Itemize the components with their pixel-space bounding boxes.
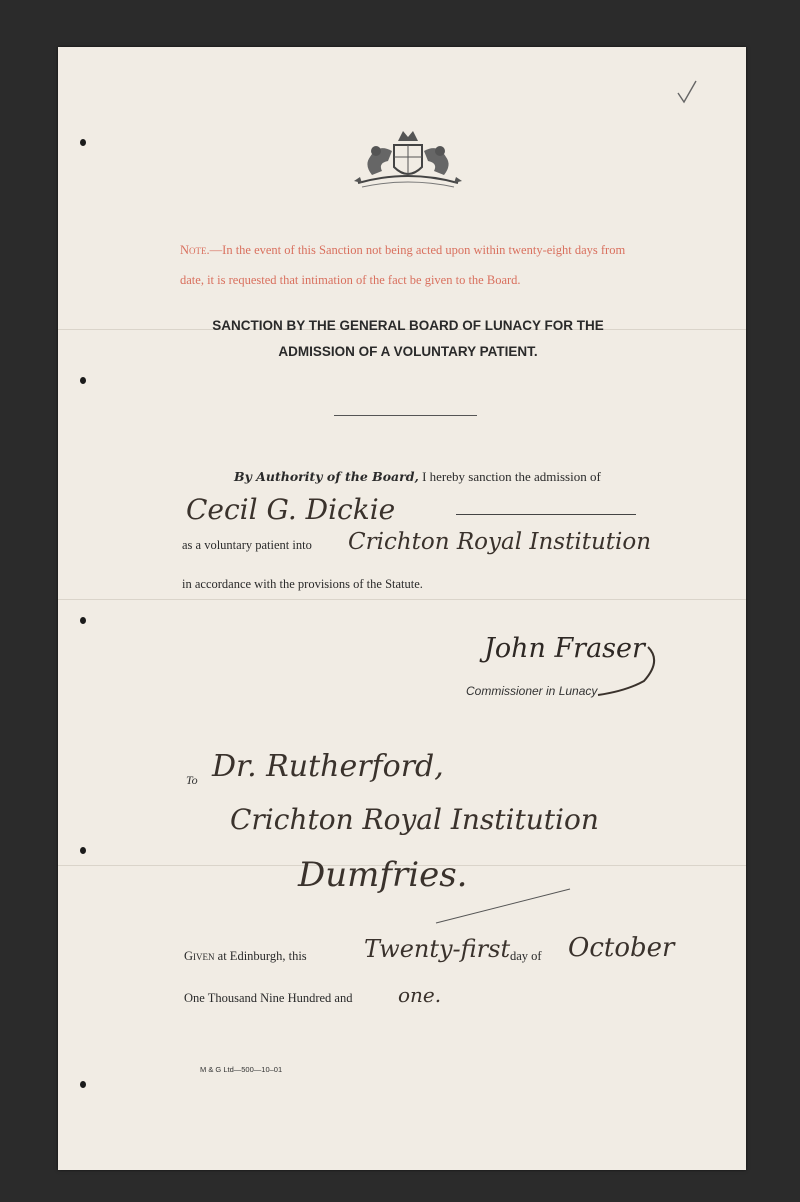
institution-name: Crichton Royal Institution <box>348 529 652 555</box>
address-flourish-icon <box>434 887 574 927</box>
authority-line <box>234 469 601 485</box>
year-value: one. <box>398 983 442 1007</box>
patient-name: Cecil G. Dickie <box>186 493 396 526</box>
punch-hole <box>80 139 86 146</box>
punch-hole <box>80 847 86 854</box>
royal-coat-of-arms-icon <box>348 127 468 197</box>
name-blank-line <box>456 514 636 515</box>
addressee-line-1: Dr. Rutherford, <box>212 749 444 784</box>
document-title <box>168 313 648 365</box>
given-at-text: at Edinburgh, this <box>217 949 307 963</box>
punch-hole <box>80 1081 86 1088</box>
given-line <box>184 949 307 964</box>
day-value: Twenty-first <box>364 935 511 963</box>
punch-hole <box>80 617 86 624</box>
check-mark-icon <box>676 79 698 105</box>
authority-gothic: By Authority of the Board, <box>234 469 419 484</box>
note-body: —In the event of this Sanction not being acted upon within twenty-eight days from date, it is requested that intimation of the fact be given to the Board. <box>180 243 626 287</box>
fold-line <box>58 599 746 600</box>
title-line-1: SANCTION BY THE GENERAL BOARD OF LUNACY FOR THE <box>212 318 604 333</box>
day-of-label: day of <box>510 949 542 963</box>
statute-text: in accordance with the provisions of the Statute. <box>182 577 423 591</box>
sanction-document <box>58 47 746 1170</box>
year-prefix: One Thousand Nine Hundred and <box>184 991 353 1005</box>
punch-hole <box>80 377 86 384</box>
divider <box>334 415 477 416</box>
to-label: To <box>186 773 198 787</box>
commissioner-signature: John Fraser <box>484 633 645 664</box>
given-word: Given <box>184 949 215 963</box>
footer-code: M & G Ltd—500—10–01 <box>200 1065 283 1074</box>
voluntary-label: as a voluntary patient into <box>182 538 312 552</box>
addressee-line-2: Crichton Royal Institution <box>230 803 599 836</box>
note-text <box>180 235 640 295</box>
authority-text: I hereby sanction the admission of <box>422 469 601 484</box>
addressee-line-3: Dumfries. <box>298 855 468 895</box>
month-value: October <box>568 933 675 963</box>
note-lead: Note. <box>180 243 210 257</box>
title-line-2: ADMISSION OF A VOLUNTARY PATIENT. <box>278 344 538 359</box>
signature-caption: Commissioner in Lunacy <box>466 684 598 698</box>
